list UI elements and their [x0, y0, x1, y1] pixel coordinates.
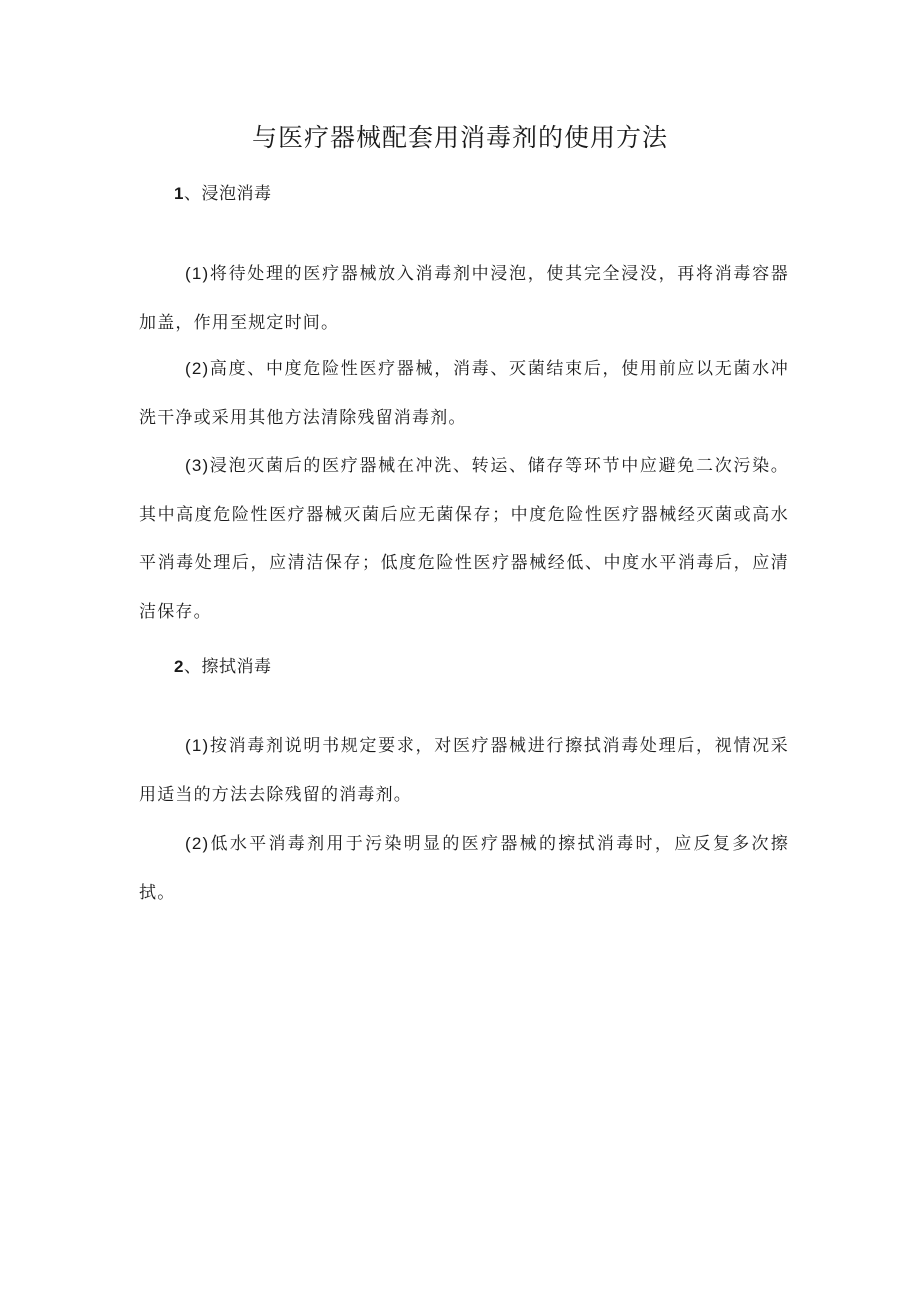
section-number: 1	[174, 184, 184, 203]
paragraph-text: 低水平消毒剂用于污染明显的医疗器械的擦拭消毒时，应反复多次擦拭。	[139, 834, 789, 903]
item-number: (1)	[185, 264, 210, 283]
item-number: (1)	[185, 736, 210, 755]
section-title: 、擦拭消毒	[183, 657, 272, 677]
item-number: (3)	[185, 456, 210, 475]
paragraph-1-2	[139, 345, 789, 442]
item-number: (2)	[185, 834, 210, 853]
section-title: 、浸泡消毒	[183, 184, 272, 204]
section-heading-1	[174, 182, 271, 206]
paragraph-text: 浸泡灭菌后的医疗器械在冲洗、转运、储存等环节中应避免二次污染。其中高度危险性医疗器械灭菌后应无菌保存；中度危险性医疗器械经灭菌或高水平消毒处理后，应清洁保存；低度危险性医疗器械经低、中度水平消毒后，应清洁保存。	[139, 456, 789, 622]
item-number: (2)	[185, 359, 210, 378]
section-heading-2	[174, 655, 271, 679]
paragraph-text: 高度、中度危险性医疗器械，消毒、灭菌结束后，使用前应以无菌水冲洗干净或采用其他方法清除残留消毒剂。	[139, 359, 789, 428]
paragraph-text: 将待处理的医疗器械放入消毒剂中浸泡，使其完全浸没，再将消毒容器加盖，作用至规定时间。	[139, 264, 789, 333]
paragraph-2-1	[139, 722, 789, 819]
paragraph-1-3	[139, 442, 789, 636]
section-number: 2	[174, 657, 184, 676]
paragraph-2-2	[139, 820, 789, 917]
paragraph-1-1	[139, 250, 789, 347]
document-title: 与医疗器械配套用消毒剂的使用方法	[251, 123, 668, 152]
paragraph-text: 按消毒剂说明书规定要求，对医疗器械进行擦拭消毒处理后，视情况采用适当的方法去除残留的消毒剂。	[139, 736, 789, 805]
